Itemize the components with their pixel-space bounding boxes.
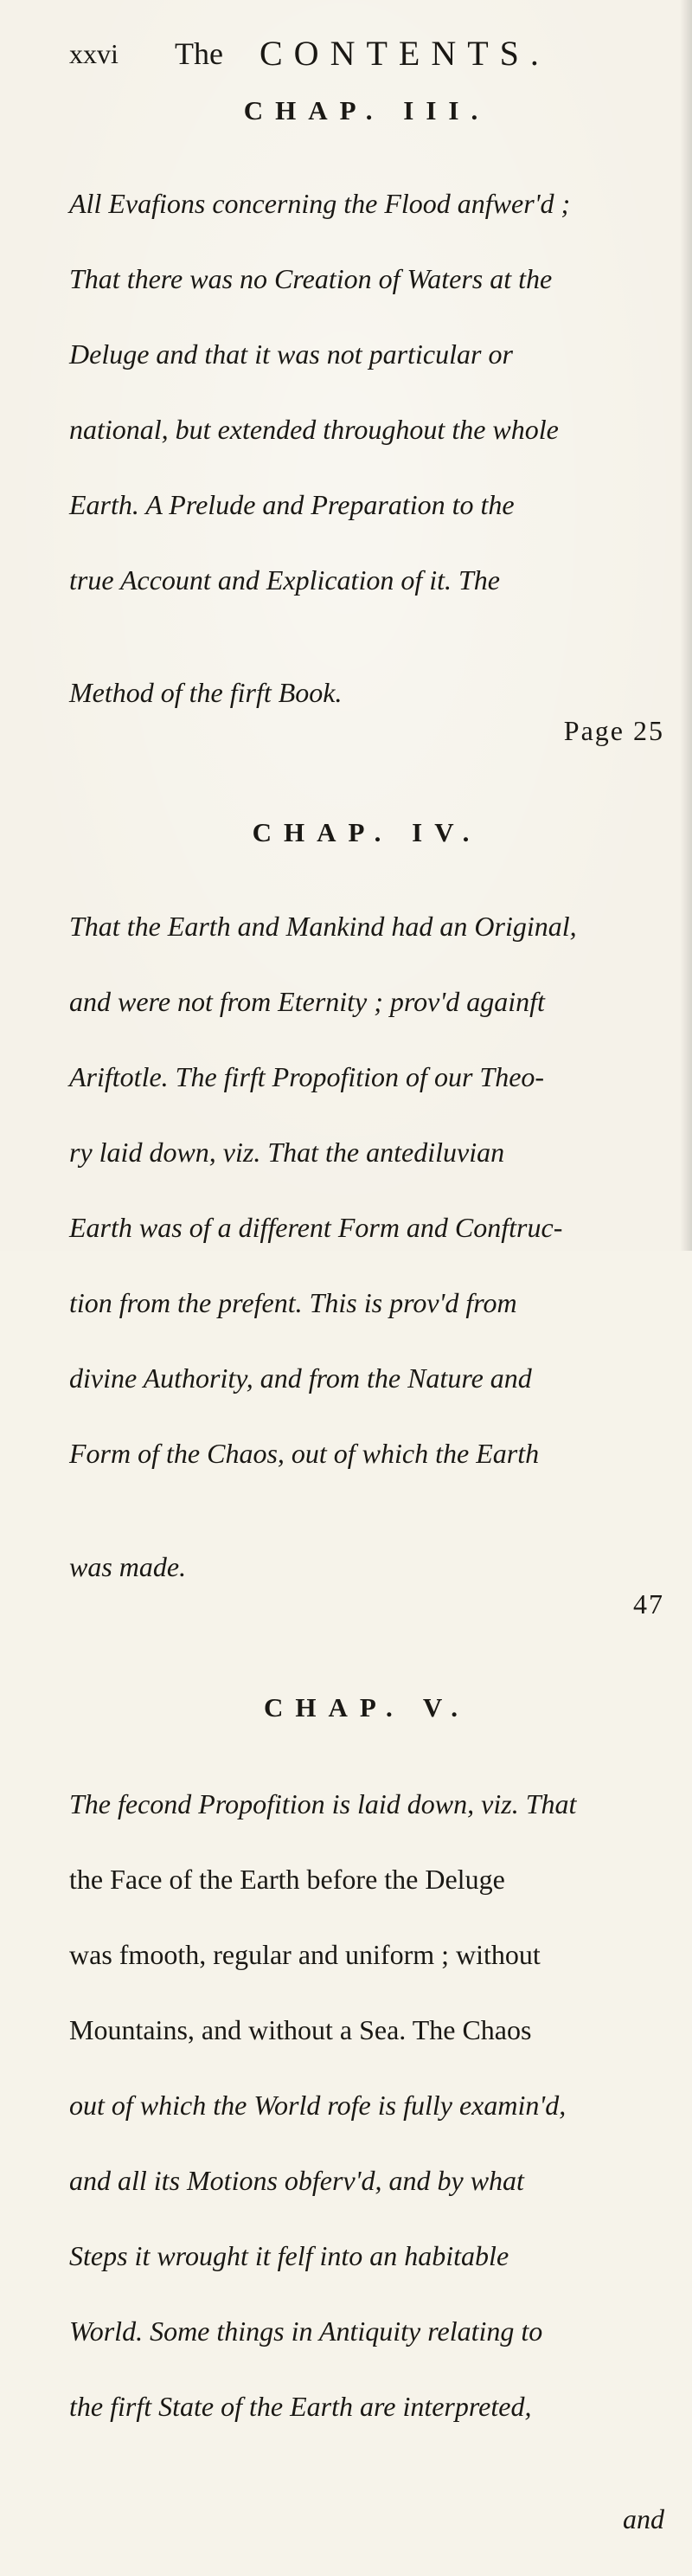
chapter-4-line: and were not from Eternity ; prov'd againft [69,986,545,1017]
running-head-title: CONTENTS. [260,34,550,73]
chapter-4-line: Earth was of a different Form and Conftruc- [69,1212,563,1243]
chapter-5-heading: CHAP. V. [263,1692,471,1723]
chapter-3-line: Deluge and that it was not particular or [69,338,513,370]
chapter-5-line: the Face of the Earth before the Deluge [69,1863,505,1895]
chapter-5-line: The fecond Propofition is laid down, viz. That [69,1787,577,1819]
chapter-4-line: was made. [69,1550,187,1582]
chapter-4-last-line [69,1510,664,1624]
chapter-3-line: true Account and Explication of it. The [69,564,500,596]
catchword: and [623,2503,664,2534]
chapter-3-line: All Evafions concerning the Flood anfwer'd ; [69,187,571,219]
chapter-4-line: That the Earth and Mankind had an Original, [69,911,577,942]
chapter-5-summary [69,1748,664,2576]
chapter-3-line: national, but extended throughout the whole [69,413,559,445]
chapter-3-last-line [69,637,664,750]
running-head-article: The [175,36,223,71]
page-edge-shadow [680,0,692,1251]
chapter-5-line: Mountains, and without a Sea. The Chaos [69,2013,532,2045]
chapter-4-heading: CHAP. IV. [252,816,482,847]
chapter-3-line: That there was no Creation of Waters at the [69,262,553,294]
page-number: xxvi [69,38,119,69]
chapter-5-line: the firft State of the Earth are interpreted, [69,2390,532,2422]
chapter-5-line: was fmooth, regular and uniform ; without [69,1938,541,1970]
chapter-4-summary [69,871,664,1662]
chapter-3-heading: CHAP. III. [243,95,490,126]
chapter-3-page-ref: Page 25 [563,714,664,746]
catchword-line [69,2463,664,2539]
chapter-5-line: and all its Motions obferv'd, and by what [69,2164,524,2196]
running-head [69,29,664,78]
chapter-3-line: Method of the firft Book. [69,677,343,708]
chapter-5-line: World. Some things in Antiquity relating to [69,2315,543,2347]
contents-page-body [69,29,664,2576]
chapter-4-page-ref: 47 [633,1588,664,1620]
chapter-4-line: Ariftotle. The firft Propofition of our Theo- [69,1061,545,1092]
chapter-4-line: Form of the Chaos, out of which the Earth [69,1438,540,1469]
chapter-5-line: Steps it wrought it felf into an habitable [69,2239,509,2271]
chapter-3-summary [69,147,664,788]
chapter-4-line: tion from the prefent. This is prov'd from [69,1287,517,1318]
chapter-5-line: out of which the World rofe is fully examin'd, [69,2089,567,2121]
chapter-3-line: Earth. A Prelude and Preparation to the [69,488,515,520]
chapter-4-line: ry laid down, viz. That the antediluvian [69,1137,505,1168]
chapter-4-line: divine Authority, and from the Nature and [69,1362,532,1394]
